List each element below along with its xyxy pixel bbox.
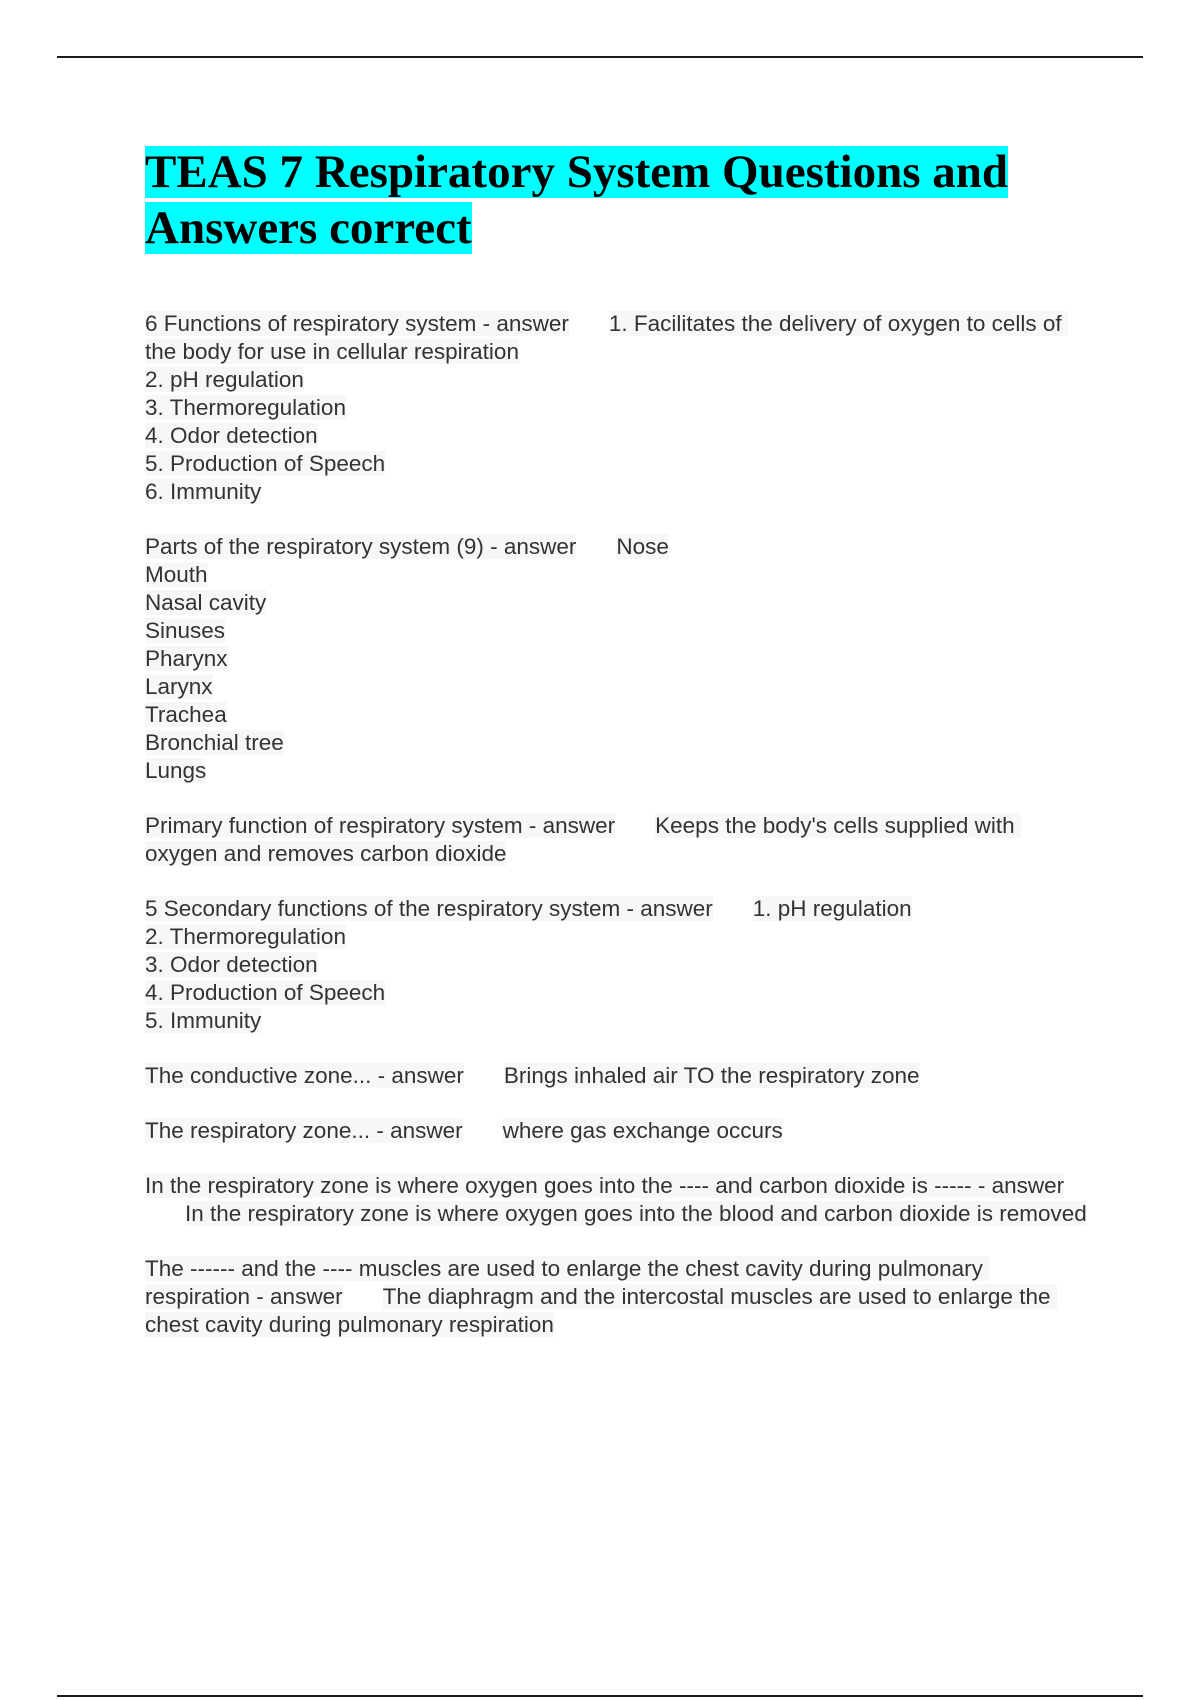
top-rule bbox=[57, 56, 1143, 58]
qa-item-3 bbox=[145, 812, 1090, 868]
qa-item-6 bbox=[145, 1117, 1090, 1145]
qa-item-8 bbox=[145, 1255, 1090, 1339]
qa-item-1 bbox=[145, 310, 1090, 506]
question-text: The conductive zone... - answer bbox=[145, 1063, 464, 1088]
answer-text: where gas exchange occurs bbox=[502, 1118, 783, 1143]
document-title: TEAS 7 Respiratory System Questions and Answers correct bbox=[145, 146, 1009, 254]
answer-text: Nose Mouth Nasal cavity Sinuses Pharynx Larynx Trachea Bronchial tree Lungs bbox=[145, 534, 669, 783]
bottom-rule bbox=[57, 1695, 1143, 1697]
qa-item-2 bbox=[145, 533, 1090, 785]
question-text: The ------ and the ---- muscles are used to enlarge the chest cavity during pulmonary respiration - answer bbox=[145, 1256, 990, 1309]
qa-item-5 bbox=[145, 1062, 1090, 1090]
answer-text: 1. Facilitates the delivery of oxygen to cells of the body for use in cellular respiration 2. pH regulation 3. Thermoregulation 4. Odor detection 5. Production of Speech 6. Immunity bbox=[145, 311, 1068, 504]
question-text: In the respiratory zone is where oxygen goes into the ---- and carbon dioxide is ----- - answer bbox=[145, 1173, 1065, 1198]
question-text: Parts of the respiratory system (9) - answer bbox=[145, 534, 577, 559]
qa-item-4 bbox=[145, 895, 1090, 1035]
question-text: The respiratory zone... - answer bbox=[145, 1118, 463, 1143]
answer-text: In the respiratory zone is where oxygen goes into the blood and carbon dioxide is removed bbox=[185, 1201, 1087, 1226]
answer-text: The diaphragm and the intercostal muscles are used to enlarge the chest cavity during pulmonary respiration bbox=[145, 1284, 1057, 1337]
answer-text: 1. pH regulation 2. Thermoregulation 3. Odor detection 4. Production of Speech 5. Immunity bbox=[145, 896, 912, 1033]
question-text: 6 Functions of respiratory system - answer bbox=[145, 311, 569, 336]
question-text: 5 Secondary functions of the respiratory system - answer bbox=[145, 896, 713, 921]
answer-text: Keeps the body's cells supplied with oxygen and removes carbon dioxide bbox=[145, 813, 1021, 866]
question-text: Primary function of respiratory system - answer bbox=[145, 813, 616, 838]
document-body bbox=[145, 144, 1090, 1366]
qa-item-7 bbox=[145, 1172, 1090, 1228]
answer-text: Brings inhaled air TO the respiratory zone bbox=[503, 1063, 920, 1088]
